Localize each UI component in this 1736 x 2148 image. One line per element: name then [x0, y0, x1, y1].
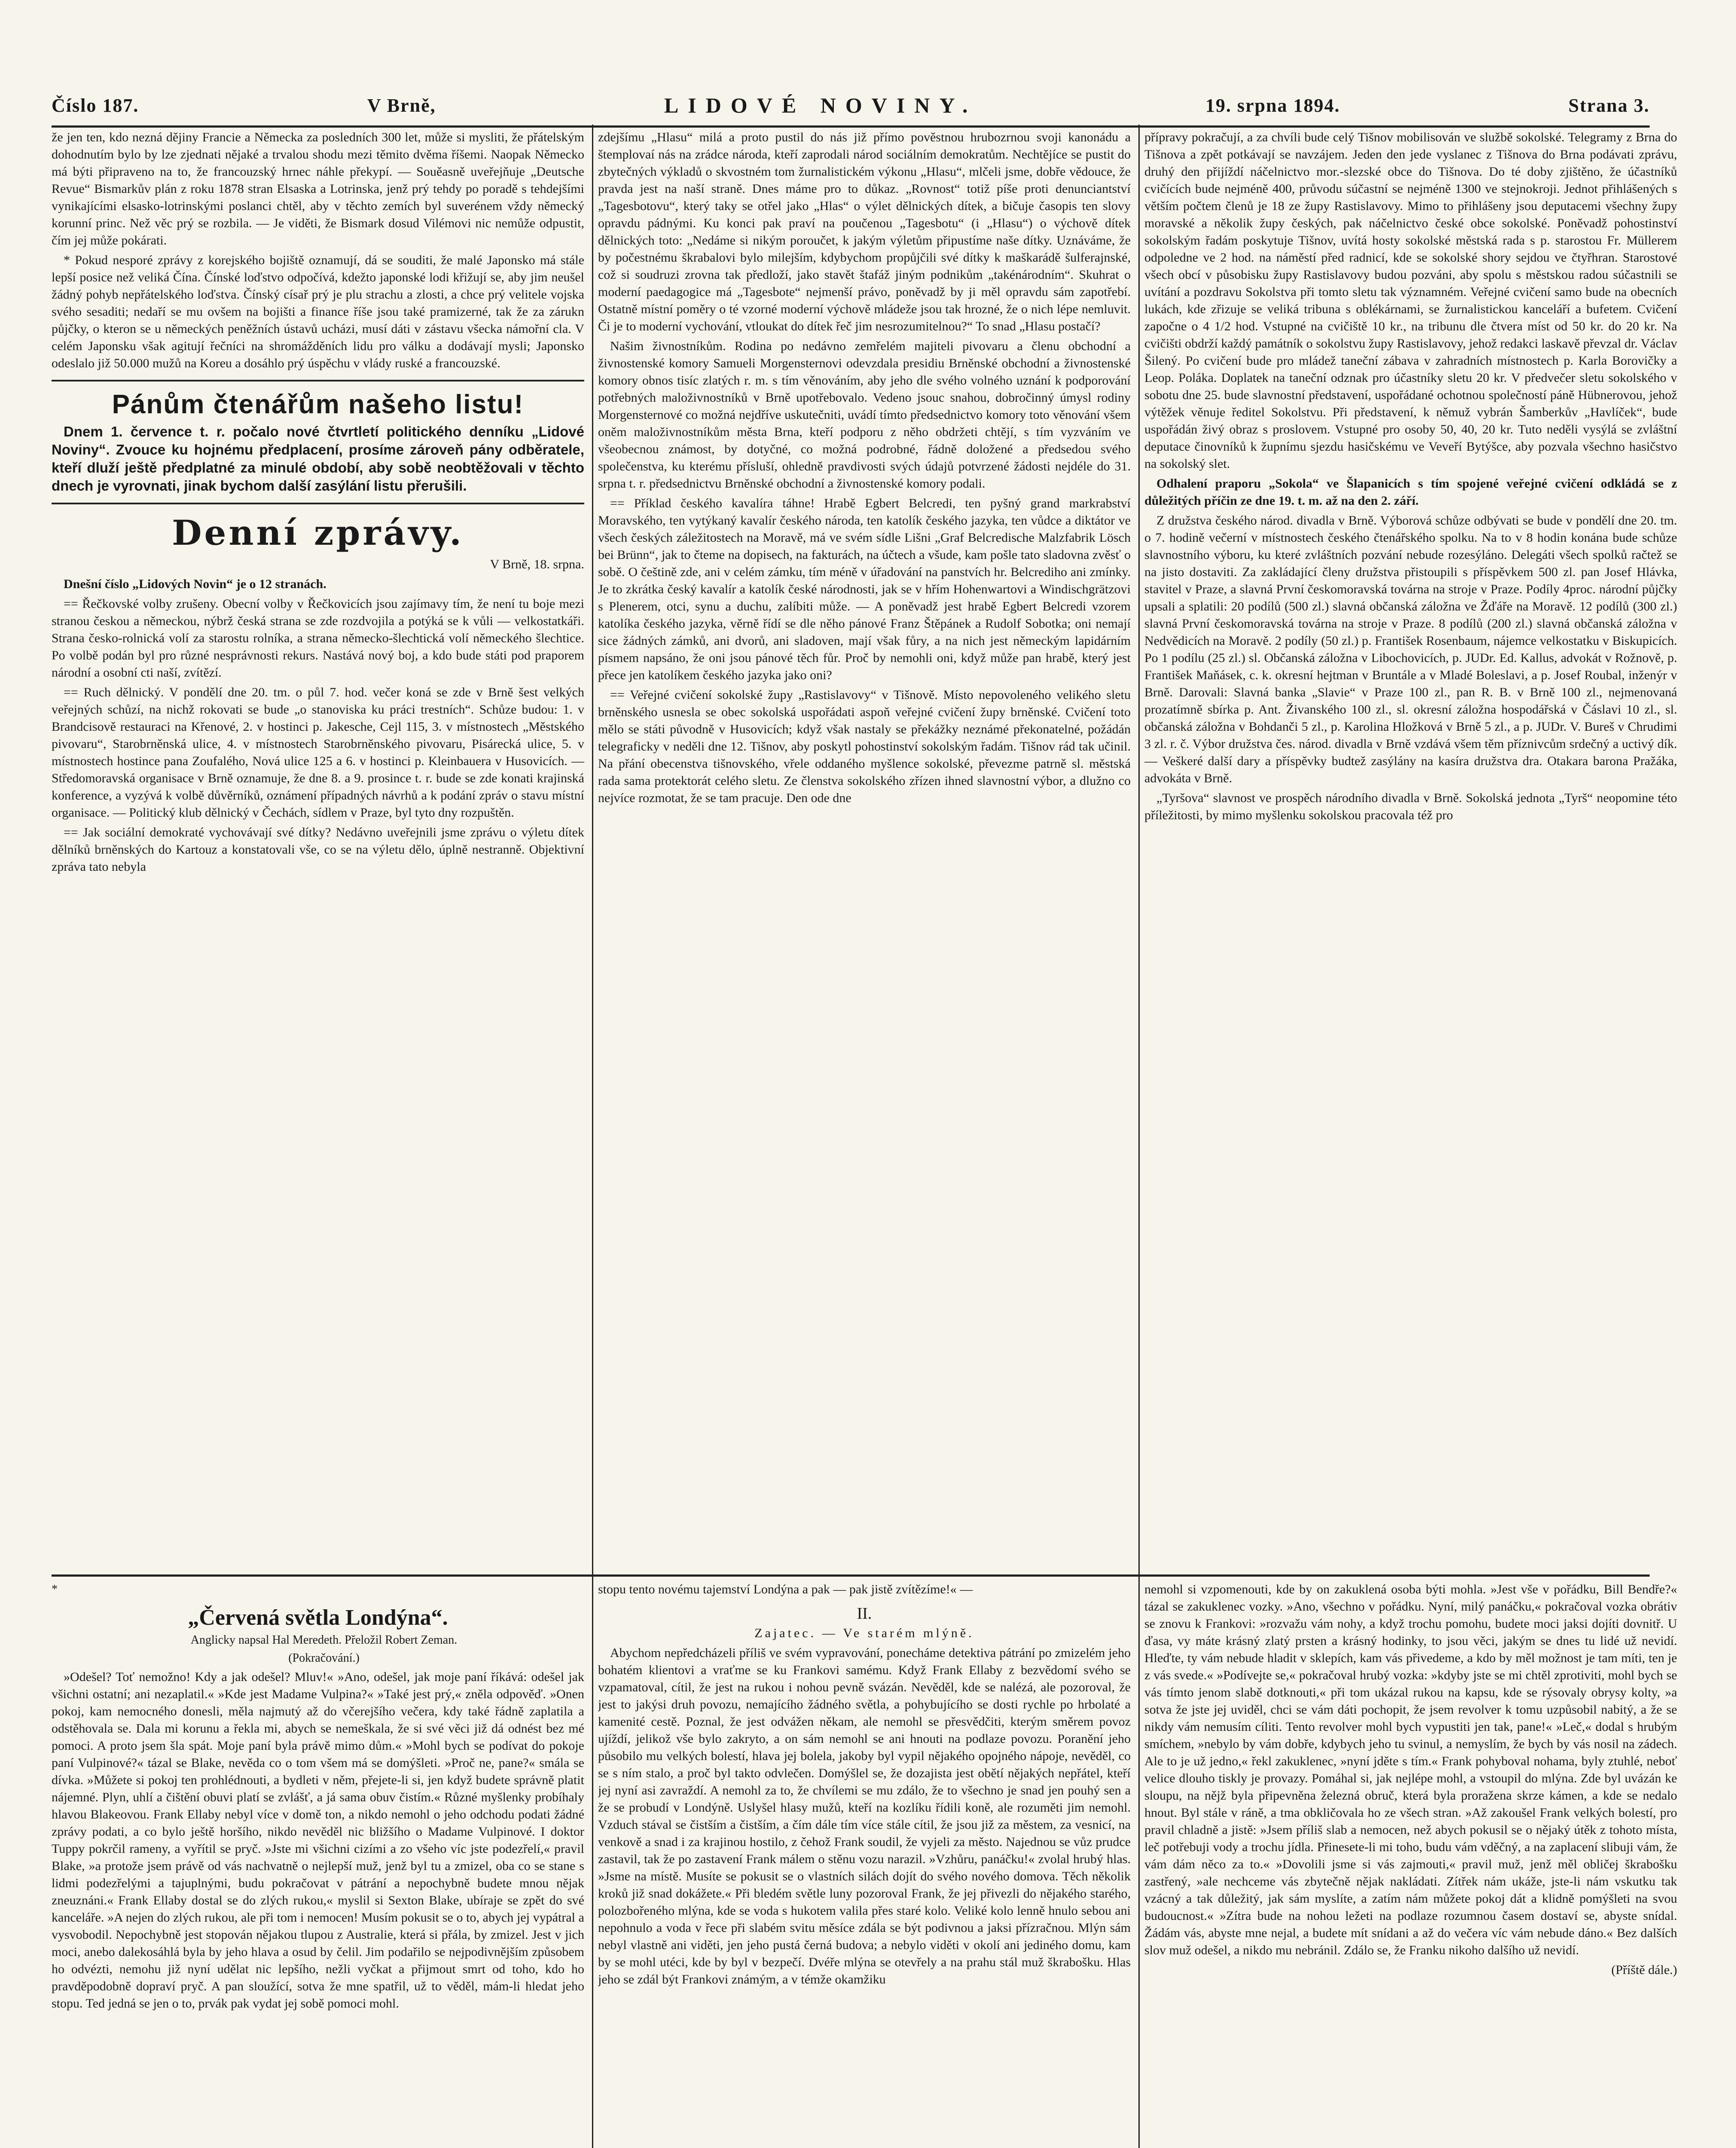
feuilleton-column-1: [52, 1581, 584, 2148]
feuilleton-text-2a: stopu tento novému tajemství Londýna a pak — pak jistě zvítězíme!« —: [598, 1582, 973, 1596]
masthead: [52, 86, 1650, 125]
newspaper-title: LIDOVÉ NOVINY.: [664, 93, 977, 117]
header-rule: [52, 125, 1650, 128]
divider: [52, 380, 584, 381]
issue-date: 19. srpna 1894.: [1205, 95, 1340, 116]
divider: [52, 503, 584, 504]
column-divider: [592, 125, 593, 2148]
to-be-continued: (Příště dále.): [1611, 1963, 1677, 1977]
feuilleton-text-1: »Odešel? Toť nemožno! Kdy a jak odešel? Mluv!« »Ano, odešel, jak moje paní říkává: odešel jak všichni ostatní; ani nezaplatil.« »Kde jest Madame Vulpina?« »Také jest prý,« zněla odpověď. »Onen pokoj, kam nemocného donesli, měla najmutý až do včerejšího večera, kdy také řádně zaplatila a odstěhovala se. Dala mi korunu a řekla mi, abych se nemeškala, že si své věci již dá odnést bez mé pomoci. A proto jsem šla spát. Moje paní byla právě mimo dům.« »Mohl bych se podívat do pokoje paní Vulpinové?« tázal se Blake, nevěda co o tom všem má se domýšleti. »Proč ne, pane?« smála se dívka. »Můžete si pokoj ten prohlédnouti, a bydleti v něm, přejete-li si, jen když budete správně platit nájemné. Plyn, uhlí a čištění obuvi platí se zvlášť, a já sama obuv čistím.« Různé myšlenky probíhaly hlavou Blakeovou. Frank Ellaby nebyl více v domě ton, a nikdo nemohl o jeho odchodu podati žádné zprávy podati, a co bylo ještě horšího, nikdo nevěděl nic bližšího o Madame Vulpinové. I doktor Tuppy pokrčil rameny, a vyřítil se pryč. »Jste mi všichni cizími a zo všeho víc jste podezřelí,« pravil Blake, »a protože jsem právě od vás nachvatně o nejlepší muž, jenž byl tu a zmizel, oba co se stane s lidmi podezřelými a tajuplnými, budu pokračovat v pátrání a nepochybně budete mnou nějak zneuznáni.« Frank Ellaby dostal se do zlých rukou,« myslil si Sexton Blake, ubíraje se zpět do své kanceláře. »A nejen do zlých rukou, ale při tom i nemocen! Musím pokusit se o to, abych jej vypátral a vysvobodil. Nepochybně jest stopován nějakou tlupou z Australie, která si přála, by zmizel. Jest v jich moci, anebo dalekosáhlá byla by jeho hlava a osud by čelil. Jim podařilo se nejpodivnějším způsobem ho odvézti, nemohu již nyní udělat nic lepšího, nežli vyčkat a přijmout smrt od toho, kdo ho pravděpodobně dopraví pryč. A pan sloužící, sotva že mne spatřil, už to věděl, mám-li hledat jeho stopu. Ted jedná se jen o to, prvák pak vydat jej sobě pomoci mohl.: [52, 1670, 584, 2011]
feuilleton-text-3: nemohl si vzpomenouti, kde by on zakuklená osoba býti mohla. »Jest vše v pořádku, Bill Bendře?« tázal se zakuklenec vozky. »Ano, všechno v pořádku. Nyní, milý panáčku,« pokračoval vozka obrátiv se znovu k Frankovi: »rozvažu vám nohy, a když trochu pomohu, budete moci jaksi dojíti dovnitř. U ďasa, vy máte krásný zlatý prsten a krásný hodinky, to jsou věci, jakým se dnes tu lidé už nevidí. Hleďte, ty vám nebude hladit v sklepích, kam vás přivedeme, a kdo by měl možnost je tam míti, ten je z vás svede.« »Podívejte se,« pokračoval hrubý vozka: »kdyby jste se mi chtěl zprotiviti, mohl bych se vás tímto jenom slabě dotknouti,« při tom ukázal rukou na kapsu, kde se rýsovaly obrysy kolty, »a sotva že jste jej uviděl, chci se vám dáti pochopit, že jsem revolver k tomu uzpůsobil nabitý, a že se nikdy vám nemusím cíliti. Tento revolver mohl bych vypustiti jen tak, pane!« »Leč,« dodal s hrubým smíchem, »nebylo by vám dobře, kdybych jeho tu svinul, a nemyslím, že bych by vás nosil na zádech. Ale to je už jedno,« řekl zakuklenec, »nyní jděte s tím.« Frank pohyboval nohama, byly ztuhlé, neboť velice dlouho tiskly je provazy. Pomáhal si, jak nejlépe mohl, a vstoupil do mlýna. Zde byl uvázán ke sloupu, na nějž byla připevněna železná obruč, která byla proražena skrze kámen, a kde se nedalo hnout. Byl stále v ráně, a tma obkličovala ho ze všech stran. »Až zakoušel Frank velkých bolestí, pro pravil chladně a jistě: »Jsem příliš slab a nemocen, než abych pokusil se o nějaký útěk z tohoto místa, leč potřebuji vody a trochu jídla. Přinesete-li mi toho, budu vám vděčný, a na zaplacení slibuji vám, že vám dám něco za to.« »Dovolili jsme si vás zajmouti,« pravil muž, jenž měl obličej škrabošku zastřený, »ale nechceme vás zbytečně nějak nakládati. Zítřek nám ukáže, jste-li nám vskutku tak vzácný a tak důležitý, jak sám myslíte, a zatím nám můžete pokoj dát a klidně pomýšleti na svou budoucnost.« »Zítra bude na nohou ležeti na podlaze rozumnou časem dostaví se, abyste snídal. Žádám vás, abyste mne nejal, a budete mít snídani a až do večera víc vám nebude dáno.« Bez dalších slov muž odešel, a nikdo mu nebránil. Zdálo se, že Franku nikoho dalšího už nevidí.: [1144, 1582, 1677, 1957]
article-germany-france: že jen ten, kdo nezná dějiny Francie a Německa za posledních 300 let, může si mysliti, že přátelským dohodnutím bylo by lze zjednati nějaké a trvalou shodu mezi těmito dvěma říšemi. Naopak Německo má býti připraveno na to, že francouzský hrnec náhle překypí. — Souěasně uveřejňuje „Deutsche Revue“ Bismarkův plán z roku 1878 stran Elsaska a Lotrinska, jenž prý tehdy po poradě s tehdejšími vynikajícími elsasko-lotrinskými poslanci chtěl, aby v těchto zemích byl suverénem vždy německý korunní princ. Než věc prý se rozbila. — Je viděti, že Bismark dosud Vilémovi nic nemůže odpustit, čím jej může pokárati.: [52, 130, 584, 247]
column-3: [1144, 129, 1677, 1568]
readers-notice-heading: Pánům čtenářům našeho listu!: [112, 390, 524, 419]
article-sokol-tisnov: == Veřejné cvičení sokolské župy „Rastislavovy“ v Tišnově. Místo nepovoleného velikého sletu brněnského usnesla se obec sokolská uspořádati aspoň veřejné cvičení župy brněnské. Cvičení toto mělo se státi původně v Husovicích; když však nastaly se překážky neznámé překonatelné, požádán telegraficky v neděli dne 12. Tišnov, aby poskytl pohostinství sokolským řadám. Tišnov rád tak učinil. Na přání obecenstva tišnovského, vřele oddaného myšlence sokolské, převezme patrně sl. městská rada sama protektorát celého sletu. Ze členstva sokolského zřízen ihned slavnostní výbor, a dlužno co nejvíce rozmotat, že se tam pracuje. Den ode dne: [598, 688, 1131, 805]
article-tyrs-festival: „Tyršova“ slavnost ve prospěch národního divadla v Brně. Sokolská jednota „Tyrš“ neopomine této příležitosti, by mimo myšlenku sokolskou pracovala též pro: [1144, 791, 1677, 822]
article-tradesmen: Našim živnostníkům. Rodina po nedávno zemřelém majiteli pivovaru a členu obchodní a živnostenské komory Samueli Morgensternovi odevzdala presidiu Brněnské obchodní a živnostenské komory obnos tisíc zlatých r. m. s tím věnováním, aby jeho dle svého volného uznání k podporování potřebných maloživnostníků v Brně upotřebovalo. Vedeno jsouc snahou, dobročinný úmysl rodiny Morgensternové co možná nejdříve uskutečniti, uvádí tímto předsednictvo komory toto věnování všem oněm maloživnostníkům města Brna, kteří podporu z něho obdržeti chtějí, s tím vyzváním ve všeobecnou známost, by dotyčné, co možná podrobné, řádně doložené a předsedou svého společenstva, ku kterému přísluší, ohledně pravdivosti svých údajů potvrzené žádosti nejdéle do 31. srpna t. r. předsednictvu Brněnské obchodní a živnostenské komory podali.: [598, 339, 1131, 491]
article-korea-war: * Pokud nesporé zprávy z korejského bojiště oznamují, dá se souditi, že malé Japonsko má stále lepší posice než veliká Čína. Čínské loďstvo odpočívá, kdežto japonské lodi křižují se, aby jim neušel žádný pohyb nepřátelského loďstva. Čínský císař prý je plu strachu a zlosti, a chce prý velitele vojska svého sesaditi; nedaří se mu ovšem na bojišti a finance říše jsou také pramizerné, tak že za zárukn půjčky, o kteron se u německých peněžních ústavů ucházi, musí dáti v zástavu všecka námořní cla. V celém Japonsku však agitují řečníci na shromážděních lidu pro válku a dodávají mysli; Japonsko odeslalo již 50.000 mužů na Koreu a dosáhlo prý úspěchu v vlády ruské a francouzské.: [52, 253, 584, 370]
feuilleton-continuation-note: (Pokračování.): [288, 1651, 360, 1665]
article-czech-cavalier: == Příklad českého kavalíra táhne! Hrabě Egbert Belcredi, ten pyšný grand markrabství Moravského, ten vytýkaný kavalír českého národa, ten katolík českého jazyka, ten vůdce a diktátor ve všech českých záležitostech na Moravě, má ve svém sídle Lišni „Graf Belcredische Malzfabrik Lösch bei Brünn“, jak to čteme na dopisech, na fakturách, na účtech a všude, kam pošle tato sladovna zvěsť o sobě. O češtině zde, ani v celém zámku, tím méně v úřadování na panstvích hr. Belcrediho ani zmínky. Je to zkrátka český kavalír a katolík české národnosti, jak se v hřím Hohenwartovi a Windischgrätzovi s Plenerem, otci, synu a duchu, zalíbiti může. — A poněvadž jest hrabě Egbert Belcredi vzorem katolíka českého jazyka, věrně řídí se dle něho pánové Franz Štěpánek a Rudolf Sobotka; oni nemají sice žádných zámků, ani dvorů, ani sladoven, mají však fůry, a na nich jest německým lapidárním písmem napsáno, že oni jsou pánové těch fůr. Proč by nemohli oni, když může pan hrabě, který jest přece jen katolíkem českého jazyka jako oni?: [598, 496, 1131, 682]
news-item-labor: == Ruch dělnický. V pondělí dne 20. tm. o půl 7. hod. večer koná se zde v Brně šest velkých veřejných schůzí, na nichž rokovati se bude „o stanoviska ku práci trestních“. Schůze budou: 1. v Brandcisově restauraci na Křenové, 2. v hostinci p. Jakesche, Cejl 115, 3. v místnostech „Městského pivovaru“, Starobrněnská ulice, 4. v místnostech Starobrněnského pivovaru, Pisárecká ulice, 5. v místnostech hostince pana Zoufalého, Nová ulice 125 a 6. v hostinci p. Kleinbauera v Husovicích. — Středomoravská organisace v Brně oznamuje, že dne 8. a 9. prosince t. r. bude se zde konati krajinská konference, a vyzývá k volbě důvěrníků, oznámení případných návrhů a k podání zpráv o stavu místní organisace. — Politický klub dělnický v Čechách, sídlem v Praze, byl tyto dny rozpuštěn.: [52, 685, 584, 820]
chapter-title: Zajatec. — Ve starém mlýně.: [754, 1626, 974, 1640]
dateline: V Brně, 18. srpna.: [490, 557, 584, 571]
feuilleton-byline: Anglicky napsal Hal Meredeth. Přeložil Robert Zeman.: [190, 1633, 458, 1647]
column-1: [52, 129, 584, 1568]
page-number: Strana 3.: [1568, 95, 1650, 116]
subscription-notice: Dnem 1. července t. r. počalo nové čtvrtletí politického denníku „Lidové Noviny“. Zvouce ku hojnému předplacení, prosíme zároveň pány odběratele, kteří dluží ještě předplatné za minulé období, aby sobě neobtěžovali v těchto dnech je vyrovnati, jinak bychom další zasýlání listu přerušili.: [52, 424, 584, 494]
article-sokol-continued: přípravy pokračují, a za chvíli bude celý Tišnov mobilisován ve službě sokolské. Telegramy z Brna do Tišnova a zpět potkávají se navzájem. Jeden den jede vyslanec z Tišnova do Brna podávati zprávu, druhý den přijíždí náčelnictvo mor.-slezské obce do Tišnova. Do té doby zjištěno, že účastníků cvičících bude nejméně 400, průvodu súčastní se nejméně 1300 ve stejnokroji. Jednot přihlášených s větším počtem členů je 18 ze župy Rastislavovy. Mimo to přihlášeny jsou deputacemi všechny župy moravské a několik župy českých, pak náčelnictvo české obce sokolské. Poněvadž pohostinství sokolským řadám poskytuje Tišnov, uvítá hosty sokolské městská rada s p. starostou Fr. Müllerem odpoledne ve 2 hod. na náměstí před radnicí, kde se sokolské shory sejdou ve čtyřhran. Starostové všech obcí v působisku župy Rastislavovy budou pozváni, aby spolu s městskou radou súčastnili se uvítání a pozdravu Sokolstva při tomto sletu tak významném. Veřejné cvičení samo bude na obecních lukách, kde zřizuje se veliká tribuna s oblékárnami, se žurnalistickou kanceláří a bufetem. Cvičení započne o 4 1/2 hod. Vstupné na cvičiště 10 kr., na tribunu dle čtvera míst od 50 kr. do 20 kr. Na cvičišti obdrží každý památník o sokolstvu župy Rastislavovy, jehož redakci laskavě převzal dr. Václav Šilený. Po cvičení bude pro mládež taneční zábava v zahradních místnostech p. Karla Borovičky a Leop. Poláka. Doplatek na taneční odznak pro účastníky sletu 20 kr. V předvečer sletu sokolského v sobotu dne 25. bude slavnostní představení, uspořádané ochotnou společností páně Hübnerovou, jehož výtěžek věnuje ředitel Sokolstvu. Při představení, k němuž vybrán Šamberkův „Havlíček“, bude uspořádán živý obraz s proslovem. Vstupné pro osoby 50, 40, 20 kr. Tuto neděli vysýlá se zvláštní deputace činovníků k župnímu sjezdu hasičskému ve Veveří Bytýšce, aby pozvala všechno hasičstvo na sokolský slet.: [1144, 130, 1677, 471]
city: V Brně,: [367, 95, 436, 116]
feuilleton-rule: [52, 1574, 1650, 1577]
news-item-reckovice: == Řečkovské volby zrušeny. Obecní volby v Řečkovicích jsou zajímavy tím, že není tu boje mezi stranou českou a německou, nýbrž česká strana se zde rozdvojila a potýká se k vůli — velkostatkáři. Strana česko-rolnická volí za starostu rolníka, a strana německo-šlechtická volí německého šlechtice. Po volbě podán byl pro různé nesprávnosti rekurs. Nastává nový boj, a kdo bude státi pod praporem národní a osobní cti naší, zvítězí.: [52, 597, 584, 680]
feuilleton-column-3: [1144, 1581, 1677, 2148]
daily-news-heading: Denní zprávy.: [172, 513, 464, 553]
column-divider: [1138, 125, 1140, 2148]
article-flag-unveiling: Odhalení praporu „Sokola“ ve Šlapanicích s tím spojené veřejné cvičení odkládá se z důležitých příčin ze dne 19. t. m. až na den 2. září.: [1144, 476, 1677, 508]
feuilleton-column-2: [598, 1581, 1131, 2148]
chapter-number: II.: [857, 1605, 872, 1623]
issue-number: Číslo 187.: [52, 95, 139, 116]
news-item-pages: Dnešní číslo „Lidových Novin“ je o 12 stranách.: [64, 577, 326, 591]
feuilleton-title: „Červená světla Londýna“.: [188, 1605, 448, 1630]
column-2: [598, 129, 1131, 1568]
feuilleton-mark: *: [52, 1583, 58, 1596]
feuilleton-text-2b: Abychom nepředcházeli příliš ve svém vypravování, ponecháme detektiva pátrání po zmizelém jeho bohatém klientovi a vraťme se ku Frankovi samému. Když Frank Ellaby z bezvědomí svého se vzpamatoval, cítil, že jest na rukou i nohou pevně svázán. Nevěděl, kde se nalézá, ale pozoroval, že jest to jakýsi druh povozu, nemajícího žádného světla, a pohybujícího se dosti rychle po hrbolaté a kamenité cestě. Poznal, že jest odvážen někam, ale nemohl se přesvědčiti, kterým směrem povoz ujíždí, jelikož vše bylo zakryto, a on sám nemohl se ani hnouti na podlaze povozu. Poranění jeho působilo mu velkých bolestí, hlava jej bolela, jakoby byl vypil nějakého opojného nápoje, nevěděl, co se s ním stalo, a proč byl takto odvlečen. Domýšlel se, že dozajista jest obětí nějakých nepřátel, kteří jej nyní asi zavraždí. A nemohl za to, že chvílemi se mu zdálo, že to všechno je snad jen pouhý sen a že se probudí v Londýně. Uslyšel hlasy mužů, kteří na kozlíku řídili koně, ale rozuměti jim nemohl. Vzduch stával se čistším a čistším, a čím dále tím více stále cítil, že jsou již za městem, za vesnicí, na venkově a snad i za krajinou hostilo, z čehož Frank soudil, že vyjeli za město. Najednou se vůz prudce zastavil, tak že po zastavení Frank málem o stěnu vozu narazil. »Vzhůru, panáčku!« zvolal hrubý hlas. »Jsme na místě. Musíte se pokusit se o vlastních silách dojít do svého nového domova. Těch několik kroků již snad dokážete.« Při bledém světle luny pozoroval Frank, že jej přivezli do nějakého starého, polozbořeného mlýna, kde se voda s hukotem valila přes staré kolo. Veliké kolo lenně hnulo sebou ani nepohnulo a voda v řece při slabém svitu měsíce zdála se být podivnou a jaksi přízračnou. Mlýn sám nebyl vlastně ani viděti, jen jeho pustá černá budova; a nebylo viděti v okolí ani jediného domu, kam by se mohl utéci, kde by byl v bezpečí. Dvéře mlýna se otevřely a na prahu stál muž škrabošku. Hlas jeho se zdál být Frankovi známým, a v témže okamžiku: [598, 1646, 1131, 1986]
article-national-theatre: Z družstva českého národ. divadla v Brně. Výborová schůze odbývati se bude v pondělí dne 20. tm. o 7. hodině večerní v místnostech českého čtenářského spolku. Na to v 8 hodin konána bude schůze slavnostního výboru, ku které zvláštních pozvání nebude rozesýláno. Delegáti všech spolků račtež se na jisto dostaviti. Za zakládající členy družstva přistoupili s příspěvkem 500 zl. pan Josef Hlávka, stavitel v Praze, a slavná První českomoravská továrna na stroje v Praze. Podíly 4proc. národní půjčky upsali a splatili: 20 podílů (500 zl.) slavná občanská záložna ve Žďáře na Moravě. 12 podílů (300 zl.) slavná První českomoravská továrna na stroje v Praze. 8 podílů (200 zl.) slavná občanská záložna v Nedvědicích na Moravě. 2 podíly (50 zl.) p. František Rosenbaum, nájemce velkostatku v Biskupicích. Po 1 podílu (25 zl.) sl. Občanská záložna v Libochovicích, p. JUDr. Ed. Kallus, advokát v Rožnově, p. František Maňásek, c. k. okresní hejtman v Bruntále a v Mladé Boleslavi, a p. Josef Roubal, inženýr v Brně. Darovali: Slavná banka „Slavie“ v Praze 100 zl., pan R. B. v Brně 100 zl., nejmenovaná prozatímně sbírka p. Ant. Živanského 100 zl., sl. okresní záložna hospodářská v Čáslavi 10 zl., sl. občanská záložna v Bohdanči 5 zl., p. Karolina Hložková v Brně 5 zl., a p. JUDr. V. Bureš v Chrudimi 3 zl. r. č. Výbor družstva čes. národ. divadla v Brně vzdává všem těm příznivcům srdečný a uctivý dík. — Veškeré další dary a příspěvky budtež zasýlány na kasíra družstva dra. Otakara barona Pražáka, advokáta v Brně.: [1144, 513, 1677, 785]
news-item-social-democrats: == Jak sociální demokraté vychovávají své dítky? Nedávno uveřejnili jsme zprávu o výletu dítek dělníků brněnských do Kartouz a konstatovali vše, co se na výletu dělo, úplně nestranně. Objektivní zpráva tato nebyla: [52, 825, 584, 874]
article-hlas-continued: zdejšímu „Hlasu“ milá a proto pustil do nás již přímo pověstnou hrubozrnou svoji kanonádu a štemplovaí nás na zrádce národa, kteří zaprodali národ sociálním demokratům. Nechtějíce se pustit do zbytečných výkladů o skvostném tom žurnalistickém výkonu „Hlasu“, mlčeli jsme, dobře vědouce, že pravda jest na naší straně. Dnes máme pro to důkaz. „Rovnost“ totiž píše proti denunciantství „Tagesbotovu“, který taky se otřel jako „Hlas“ o výlet dělnických dítek, a bičuje časopis ten slovy opravdu pádnými. Ku konci pak praví na poučenou „Tagesbotu“ (i „Hlasu“) o výchově dítek dělnických toto: „Nedáme si nikým poroučet, k jakým výletům připustíme naše dítky. Uznáváme, že by počestnému škrabalovi bylo milejším, kdybychom propůjčili své dítky k maškarádě šulferajnské, což si soudruzi zrovna tak předloží, jako stavět štafáž jiným podnikům „takénárodním“. Skuhrat o moderní paedagogice má „Tagesbote“ nejmenší právo, poněvadž by ji měl opravdu sám zapotřebí. Ostatně místní poměry o té vzorné moderní výchově mládeže jsou tak hrozné, že o nich lépe nemluvit. Či je to moderní vychování, vtloukat do dítek řeč jim nesrozumitelnou?“ To snad „Hlasu postačí?: [598, 130, 1131, 333]
